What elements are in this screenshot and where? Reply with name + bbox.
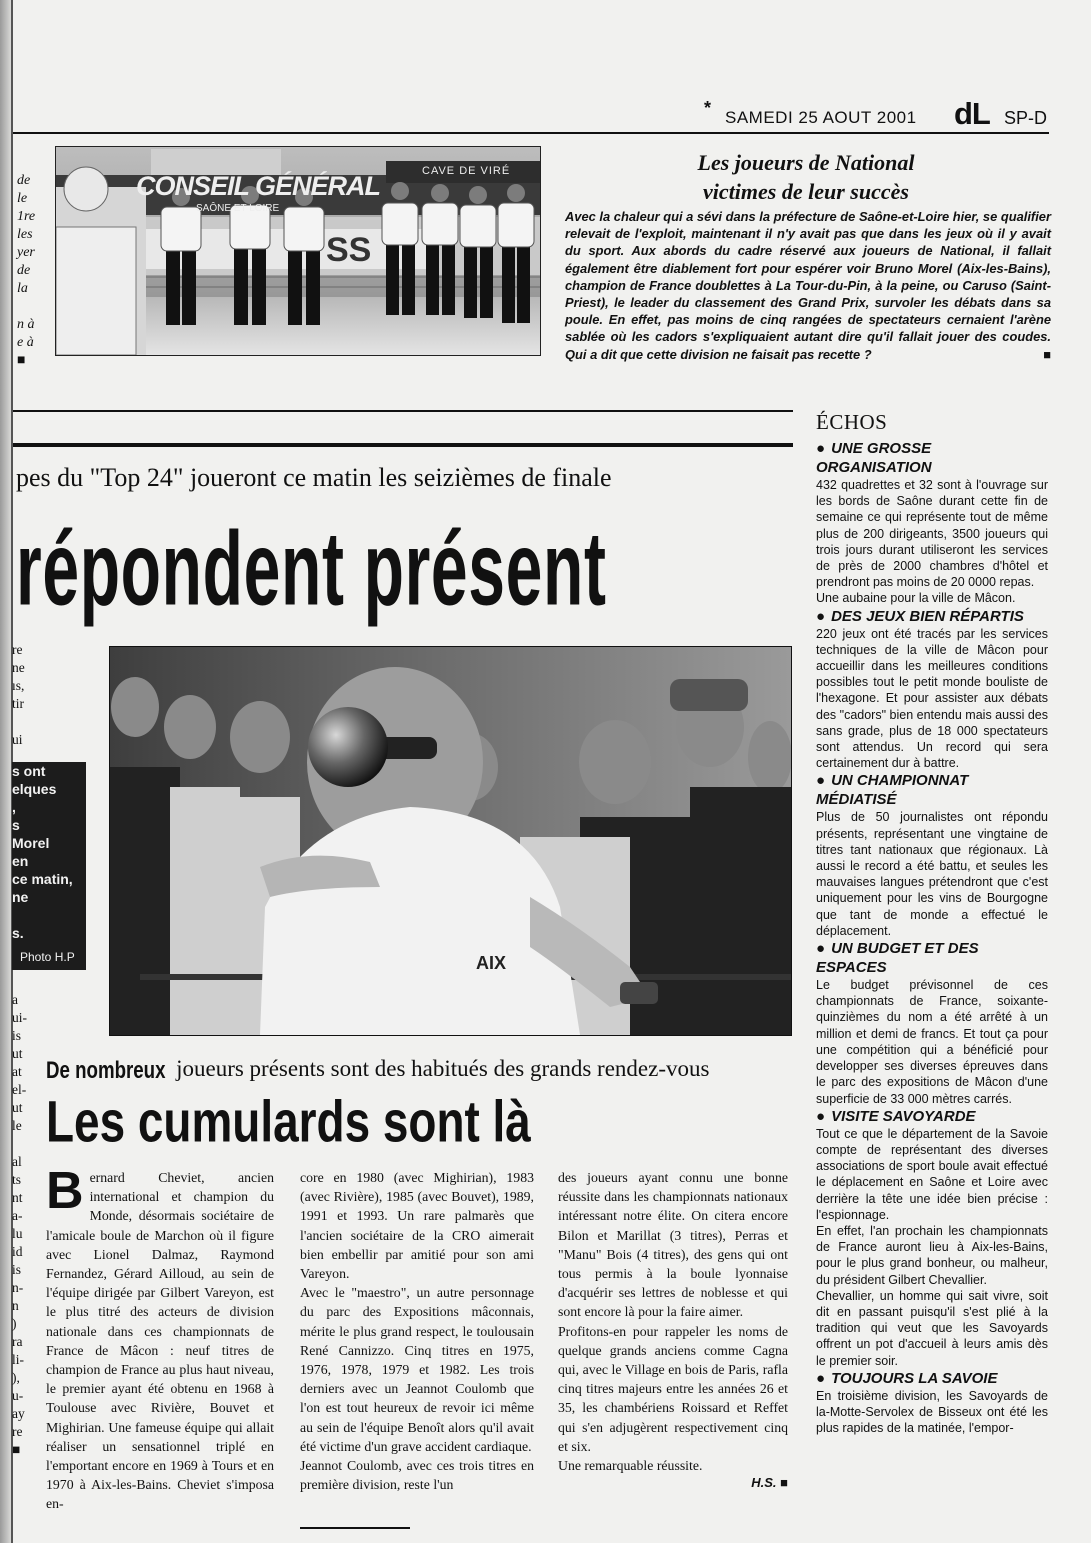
echo-heading: ● TOUJOURS LA SAVOIE xyxy=(816,1369,998,1387)
echo-item xyxy=(816,771,1048,939)
echo-heading: ● DES JEUX BIEN RÉPARTIS xyxy=(816,607,1024,625)
fragment: yer xyxy=(17,245,35,260)
fragment: at xyxy=(12,1064,22,1079)
article-column-2 xyxy=(300,1168,534,1494)
column-1-text: ernard Cheviet, ancien international et champion du Monde, désormais sociétaire de l'amicale boule de Marchon où il figure avec Lionel Dalmaz, Raymond Fernandez, Gérard Ailloud, au sein de l'équipe dirigée par Gilbert Vareyon, est le plus titré des acteurs de division nationale dans ces championnats de France de Mâcon : neuf titres de champion de France au plus haut niveau, le premier ayant été obtenu en 1968 à Toulouse avec Rivière, Bouvet et Mighirian. Une fameuse équipe qui allait réaliser un sensationnel triplé en l'emportant encore en 1969 à Tours et en 1970 à Aix-les-Bains. Cheviet s'imposa en- xyxy=(46,1170,274,1512)
fragment: ) xyxy=(12,1316,17,1331)
top-article-text: Avec la chaleur qui a sévi dans la préfecture de Saône-et-Loire hier, se qualifier relevait de l'exploit, maintenant il n'y avait pas que dans les jeux où il y avait du sport. Aux abords du cadre réservé aux joueurs de National, il fallait également être diablement fort pour espérer voir Bruno Morel (Aix-les-Bains), champion de France doublettes à La Tour-du-Pin, à la peine, ou Caruso (Saint-Priest), le leader du classement des Grand Prix, survoler les débats dans sa poule. En effet, pas moins de cinq rangées de spectateurs cernaient l'arène sablée où les cadors s'expliquaient autant dire qu'il fallait jouer des coudes. Qui a dit que cette division ne faisait pas recette ? xyxy=(565,209,1051,362)
end-mark: ■ xyxy=(1043,346,1051,362)
caption-line: s. xyxy=(12,925,24,941)
fragment: e à xyxy=(17,335,34,350)
fragment: le xyxy=(12,1118,22,1133)
fragment xyxy=(17,298,35,316)
echo-text: 432 quadrettes et 32 sont à l'ouvrage sur les bords de Saône durant cette fin de semaine ce qui représente tout de même plus de 200 dirigeants, 3500 joueurs qui trois jours durant utiliseront les services de près de 2000 chambres d'hôtel et prendront pas moins de 20 0000 repas. xyxy=(816,478,1048,590)
fragment: n xyxy=(12,1298,19,1313)
echo-text: En effet, l'an prochain les championnats de France auront lieu à Aix-les-Bains, pour le plus grand bonheur, ou malheur, du président Gilbert Chevallier. xyxy=(816,1223,1048,1287)
fragment: a xyxy=(12,992,18,1007)
header-date: SAMEDI 25 AOUT 2001 xyxy=(725,108,917,127)
echo-heading: ● UN BUDGET ET DES ESPACES xyxy=(816,940,979,977)
bullet-icon: ● xyxy=(816,940,826,958)
fragment: les xyxy=(17,227,33,242)
main-headline: répondent présent xyxy=(16,509,607,628)
fragment: u- xyxy=(12,1388,24,1403)
fragment: id xyxy=(12,1244,23,1259)
fragment: ), xyxy=(12,1370,20,1385)
banner-right-text: CAVE DE VIRÉ xyxy=(422,165,511,177)
left-fragments-bottom xyxy=(12,991,27,1459)
echo-heading: ● UNE GROSSE ORGANISATION xyxy=(816,440,932,476)
top-photo xyxy=(55,146,541,356)
column-3-para-1: des joueurs ayant connu une bonne réussite dans les championnats nationaux intéressant notre élite. On citera encore Bilon et Marillat (3 titres), Perras et "Manu" Bois (4 titres), des gens qui ont tous permis à la boule lyonnaise d'acquérir ses lettres de noblesse et qui sont encore là pour la faire aimer. xyxy=(558,1170,788,1320)
fragment: al xyxy=(12,1154,22,1169)
kicker-rest: joueurs présents sont des habitués des grands rendez-vous xyxy=(176,1056,710,1081)
fragment: n à xyxy=(17,317,35,332)
bullet-icon: ● xyxy=(816,1107,826,1125)
fragment: re xyxy=(12,1424,23,1439)
caption-line xyxy=(12,906,86,924)
caption-line: en xyxy=(12,853,29,869)
second-headline: Les cumulards sont là xyxy=(46,1088,531,1155)
fragment: ne xyxy=(12,660,25,675)
caption-line: elques xyxy=(12,781,57,797)
echo-item xyxy=(816,1369,1048,1437)
fragment: el- xyxy=(12,1082,27,1097)
echo-text: 220 jeux ont été tracés par les services techniques de la ville de Mâcon pour accueillir dans les meilleures conditions possibles tout le petit monde bouliste de l'hexagone. Et pour assister aux débats des "cadors" bien entendu mais aussi des sans grade, plus de 18 000 spectateurs sont attendus. Un record qui sera certainement dur à battre. xyxy=(816,626,1048,771)
bullet-icon: ● xyxy=(816,1369,826,1387)
fragment: de xyxy=(17,173,31,188)
fragment: re xyxy=(12,642,23,657)
echo-text: Tout ce que le département de la Savoie compte de représentant des diverses associations de sport boule avait effectué le déplacement en Saône et Loire avec derrière la tête une idée bien précise : l'espionnage. xyxy=(816,1126,1048,1222)
fragment: is xyxy=(12,1262,22,1277)
banner-main-text: CONSEIL GÉNÉRAL xyxy=(136,171,381,201)
bullet-icon: ● xyxy=(816,607,826,625)
caption-line: ce matin, xyxy=(12,871,73,887)
column-3-para-3: Une remarquable réussite. xyxy=(558,1458,703,1474)
article-column-1 xyxy=(46,1162,274,1514)
top-article-body xyxy=(565,208,1051,363)
caption-line: Morel xyxy=(12,835,50,851)
header-rule xyxy=(13,132,1049,134)
echo-heading: ● UN CHAMPIONNAT MÉDIATISÉ xyxy=(816,772,969,809)
ad-text: SS xyxy=(326,231,372,269)
bottom-rule xyxy=(300,1527,410,1529)
column-3-para-2: Profitons-en pour rappeler les noms de quelque grands anciens comme Cagna qui, avec le Village en bois de Paris, rafla cinq titres majeurs entre les années 26 et 35, les chambériens Roissard et Reffet qui s'en adjugèrent respectivement cinq et six. xyxy=(558,1323,788,1454)
main-photo xyxy=(109,646,792,1036)
section-rule-double xyxy=(13,443,793,447)
echo-item xyxy=(816,607,1048,772)
top-article-title xyxy=(560,148,1052,206)
second-kicker xyxy=(46,1056,709,1082)
fragment: le xyxy=(17,191,28,206)
photo-caption-box xyxy=(12,762,86,970)
fragment: a- xyxy=(12,1208,23,1223)
echo-heading: ● VISITE SAVOYARDE xyxy=(816,1107,976,1125)
header-asterisk: * xyxy=(704,98,712,118)
drop-cap: B xyxy=(46,1162,84,1220)
fragment: 1re xyxy=(17,209,36,224)
left-fragments-top xyxy=(17,172,35,370)
column-2-para-1: core en 1980 (avec Mighirian), 1983 (avec Rivière), 1985 (avec Bouvet), 1989, 1991 et 1993. Un rare palmarès que l'ancien sociétaire de la CRO aimerait bien embellir par amitié pour son ami Vareyon. xyxy=(300,1170,534,1282)
bullet-icon: ● xyxy=(816,772,826,790)
caption-line: , xyxy=(12,799,16,815)
fragment: ut xyxy=(12,1100,23,1115)
fragment: n- xyxy=(12,1280,24,1295)
column-2-para-2: Avec le "maestro", un autre personnage du parc des Expositions mâconnais, mérite le plus grand respect, le toulousain René Cannizzo. Cinq titres en 1975, 1976, 1978, 1979 et 1982. Les trois derniers avec un Jeannot Coulomb que l'on est tout heureux de revoir ici même au sein de l'équipe Benoît alors qu'il avait été victime d'un grave accident cardiaque. xyxy=(300,1285,534,1454)
fragment: ra xyxy=(12,1334,23,1349)
title-line-1: Les joueurs de National xyxy=(697,150,915,175)
caption-line: ne xyxy=(12,889,29,905)
title-line-2: victimes de leur succès xyxy=(703,179,909,204)
fragment: ui- xyxy=(12,1010,27,1025)
fragment: ■ xyxy=(12,1442,21,1457)
fragment: de xyxy=(17,263,31,278)
header-section: SP-D xyxy=(1004,108,1048,128)
header-logo: dL xyxy=(954,96,990,131)
kicker-bold: De nombreux xyxy=(46,1056,166,1084)
banner-sub-text: SAÔNE ET LOIRE xyxy=(196,203,280,214)
fragment xyxy=(12,713,25,731)
caption-line: s xyxy=(12,817,20,833)
fragment: ay xyxy=(12,1406,25,1421)
shirt-text: AIX xyxy=(476,953,507,973)
echo-text: Plus de 50 journalistes ont répondu présents, représentant une vingtaine de titres tant nationaux que régionaux. Là aussi le record a été battu, et seules les mauvaises langues prétendront que c'est uniquement pour les vins de Bourgogne que tant de monde a effectué le déplacement. xyxy=(816,810,1048,938)
fragment: tir xyxy=(12,696,24,711)
echo-text: Chevallier, un homme qui sait vivre, soit dit en passant puisqu'il s'est plié à la tradition qui veut que les Savoyards offrent un pot d'accueil à leurs amis dès le premier soir. xyxy=(816,1288,1048,1368)
fragment: ui xyxy=(12,732,23,747)
caption-line: s ont xyxy=(12,763,46,779)
echo-text: Une aubaine pour la ville de Mâcon. xyxy=(816,591,1016,606)
left-fragments-mid xyxy=(12,641,25,749)
fragment: lu xyxy=(12,1226,23,1241)
echos-column xyxy=(816,410,1048,1436)
fragment: is xyxy=(12,1028,22,1043)
fragment: nt xyxy=(12,1190,23,1205)
signature: H.S. ■ xyxy=(751,1475,788,1491)
echos-title: ÉCHOS xyxy=(816,410,888,434)
article-column-3 xyxy=(558,1168,788,1492)
player-throwing-illustration xyxy=(110,647,791,1035)
bullet-icon: ● xyxy=(816,440,826,457)
fragment: ut xyxy=(12,1046,23,1061)
section-rule-top xyxy=(13,410,793,412)
echo-text: Le budget prévisonnel de ces championnats de France, soixante-quinzièmes du nom a été arrêté à un million et demi de francs. Et tout ça pour une compétition qui a bénéficié pour developper ses diverses épreuves dans le parc des expositions de Mâcon d'une superficie de 33 000 mètres carrés. xyxy=(816,978,1048,1106)
fragment xyxy=(12,1135,27,1153)
fragment: ■ xyxy=(17,353,26,368)
echo-item xyxy=(816,1107,1048,1369)
fragment: la xyxy=(17,281,28,296)
echo-item xyxy=(816,439,1048,607)
echo-item xyxy=(816,939,1048,1107)
page-edge xyxy=(0,0,11,1543)
column-2-para-3: Jeannot Coulomb, avec ces trois titres en première division, reste l'un xyxy=(300,1458,534,1493)
fragment: ts xyxy=(12,1172,22,1187)
fragment: li- xyxy=(12,1352,24,1367)
fragment: ıs, xyxy=(12,678,25,693)
photo-credit: Photo H.P xyxy=(20,950,75,964)
main-kicker: pes du "Top 24" joueront ce matin les seizièmes de finale xyxy=(16,463,612,492)
echo-text: En troisième division, les Savoyards de la-Motte-Servolex de Bisseux ont été les plus rapides de la matinée, l'empor- xyxy=(816,1388,1048,1436)
